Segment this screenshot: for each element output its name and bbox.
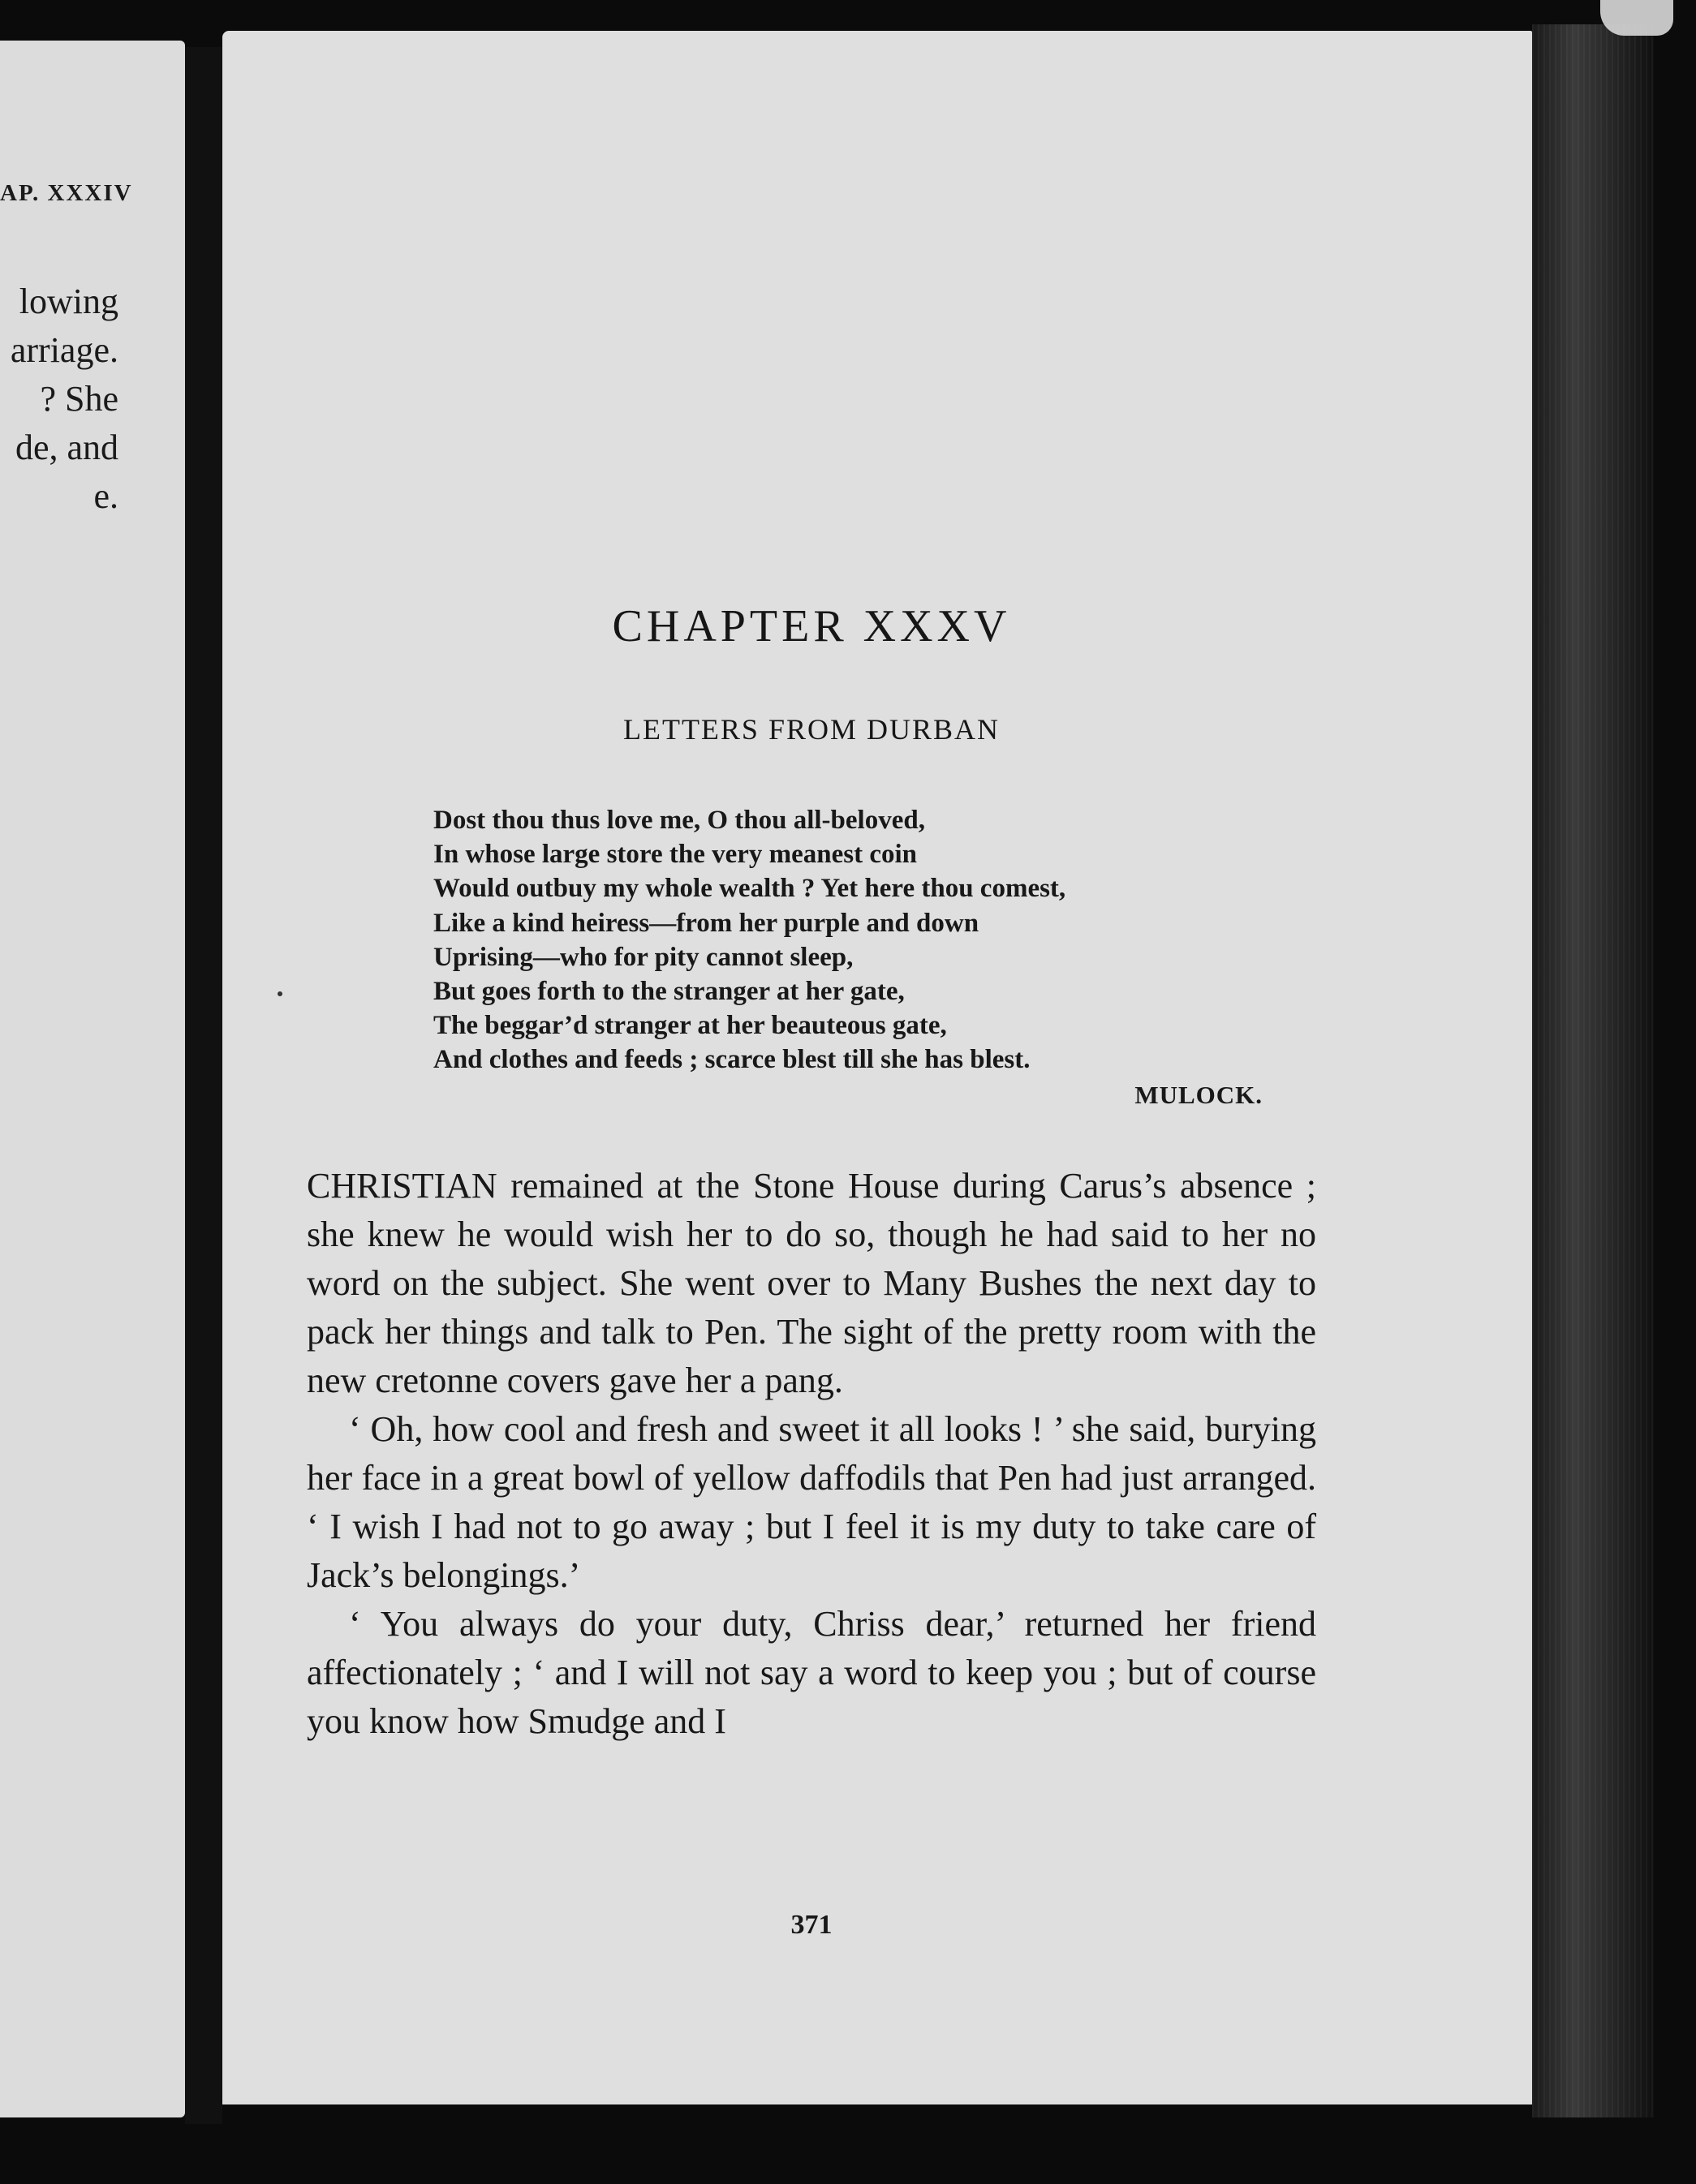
body-text [307,1162,1316,1746]
epigraph-line: The beggar’d stranger at her beauteous gate, [433,1011,947,1041]
paragraph: ‘ You always do your duty, Chriss dear,’ returned her friend affectionately ; ‘ and I will not say a word to keep you ; but of course you know how Smudge and I [307,1604,1316,1741]
book-gutter [185,47,222,2124]
page-number: 371 [790,1910,833,1940]
epigraph-line: In whose large store the very meanest coin [433,840,918,870]
epigraph [433,803,1310,1077]
epigraph-line: Like a kind heiress—from her purple and down [433,908,979,938]
epigraph-line: Uprising—who for pity cannot sleep, [433,942,854,972]
page-speck [278,991,282,996]
epigraph-attribution: MULOCK. [1134,1081,1263,1109]
left-text-line: arriage. [10,330,118,370]
epigraph-line: But goes forth to the stranger at her gate, [433,977,905,1007]
chapter-title: CHAPTER XXXV [612,601,1011,651]
paragraph: ‘ Oh, how cool and fresh and sweet it all looks ! ’ she said, burying her face in a great bowl of yellow daffodils that Pen had just arranged. ‘ I wish I had not to go away ; but I feel it is my duty to take care of Jack’s belongings.’ [307,1409,1316,1595]
left-text-line: de, and [15,428,118,467]
left-page [0,41,185,2117]
book-edge-texture [1532,24,1654,2117]
chapter-subtitle: LETTERS FROM DURBAN [622,713,1001,746]
epigraph-line: Dost thou thus love me, O thou all-beloved, [433,806,925,835]
epigraph-line: Would outbuy my whole wealth ? Yet here thou comest, [433,874,1066,904]
paragraph: CHRISTIAN remained at the Stone House during Carus’s absence ; she knew he would wish her to do so, though he had said to her no word on the subject. She went over to Many Bushes the next day to pack her things and talk to Pen. The sight of the pretty room with the new cretonne covers gave her a pang. [307,1166,1316,1400]
corner-mark [1600,0,1673,36]
running-head: AP. XXXIV [0,180,133,206]
left-text-line: e. [93,476,118,516]
left-text-line: ? She [40,379,118,419]
epigraph-line: And clothes and feeds ; scarce blest till she has blest. [433,1045,1031,1075]
left-text-line: lowing [19,282,118,321]
